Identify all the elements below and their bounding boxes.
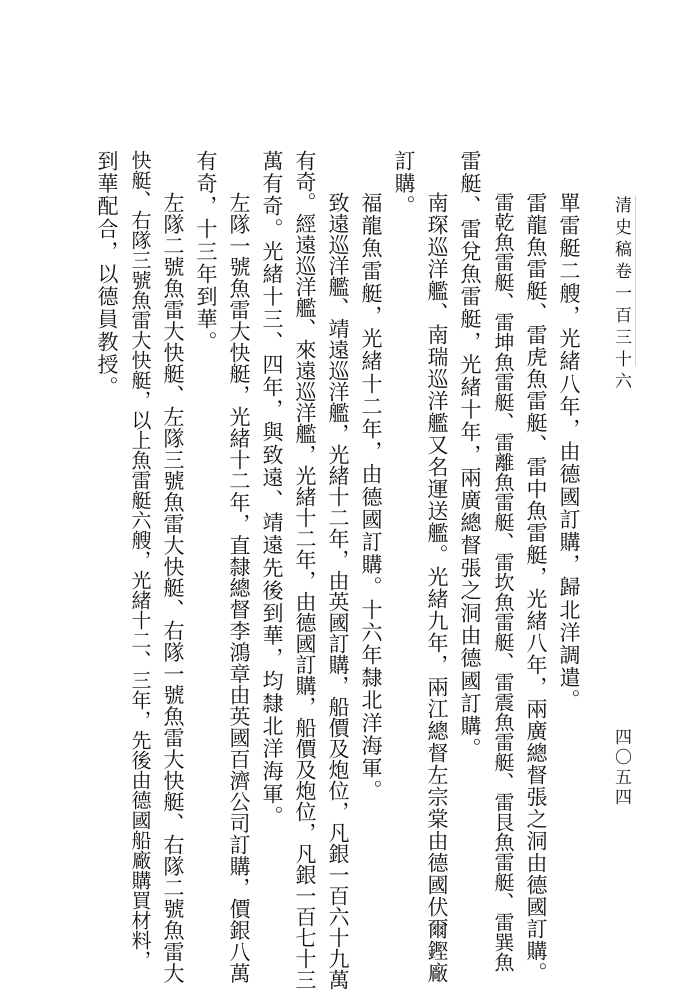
running-title: 清史稿卷一百三十六 — [611, 196, 631, 394]
text-column-9: 有奇。經遠巡洋艦、來遠巡洋艦，光緒十二年，由德國訂購，船價及炮位，凡銀一百七十三 — [293, 150, 317, 990]
text-column-14: 快艇、右隊三號魚雷大快艇，以上魚雷艇六艘，光緒十二、三年，先後由德國船廠購買材料， — [128, 150, 152, 970]
text-column-10: 萬有奇。光緒十三、四年，與致遠、靖遠先後到華，均隸北洋海軍。 — [260, 150, 284, 828]
text-column-6: 訂購。 — [392, 150, 416, 218]
text-column-13: 左隊二號魚雷大快艇、左隊三號魚雷大快艇、右隊一號魚雷大快艇、右隊二號魚雷大 — [161, 192, 185, 984]
text-column-2: 雷龍魚雷艇、雷虎魚雷艇、雷中魚雷艇，光緒八年，兩廣總督張之洞由德國訂購。 — [524, 192, 548, 984]
text-column-5: 南琛巡洋艦、南瑞巡洋艦又名運送艦。光緒九年，兩江總督左宗棠由德國伏爾鏗廠 — [425, 192, 449, 984]
header-divider — [635, 196, 636, 366]
text-column-3: 雷乾魚雷艇、雷坤魚雷艇、雷離魚雷艇、雷坎魚雷艇、雷震魚雷艇、雷艮魚雷艇、雷巽魚 — [491, 192, 515, 972]
text-column-8: 致遠巡洋艦、靖遠巡洋艦，光緒十二年，由英國訂購，船價及炮位，凡銀一百六十九萬 — [326, 192, 350, 990]
page-number: 四〇五四 — [611, 728, 631, 808]
text-column-12: 有奇，十三年到華。 — [194, 150, 218, 354]
text-column-15: 到華配合，以德員教授。 — [95, 150, 119, 399]
text-column-11: 左隊一號魚雷大快艇，光緒十二年，直隸總督李鴻章由英國百濟公司訂購，價銀八萬 — [227, 192, 251, 984]
text-column-7: 福龍魚雷艇，光緒十二年，由德國訂購。十六年隸北洋海軍。 — [359, 192, 383, 803]
text-column-4: 雷艇、雷兌魚雷艇，光緒十年，兩廣總督張之洞由德國訂購。 — [458, 150, 482, 761]
text-column-1: 單雷艇二艘，光緒八年，由德國訂購，歸北洋調遣。 — [557, 192, 581, 712]
